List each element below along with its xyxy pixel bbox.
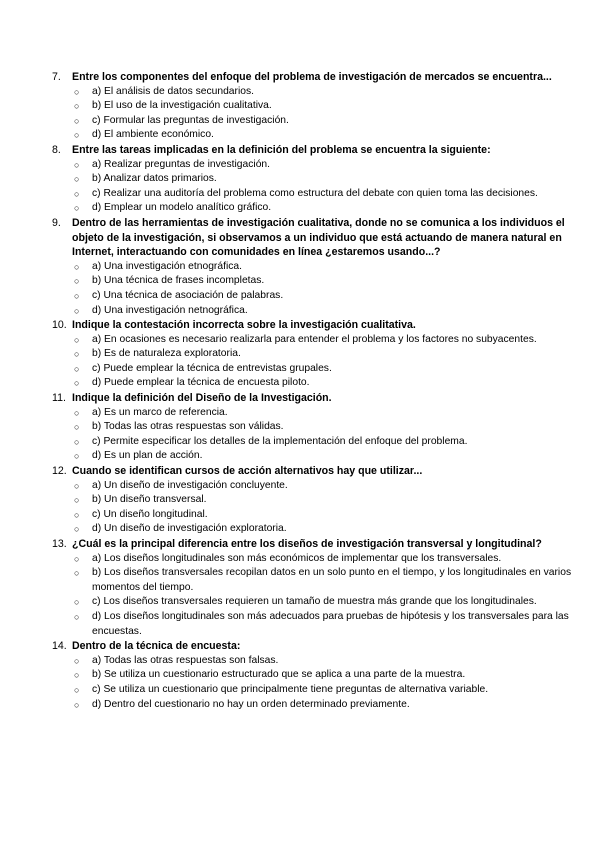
hollow-circle-bullet-icon: ○ [74, 670, 80, 681]
answer-option [52, 493, 580, 508]
hollow-circle-bullet-icon: ○ [74, 115, 80, 126]
hollow-circle-bullet-icon: ○ [74, 276, 80, 287]
answer-option-text: d) Emplear un modelo analítico gráfico. [92, 202, 272, 214]
answer-option [52, 304, 580, 319]
hollow-circle-bullet-icon: ○ [74, 597, 80, 608]
answer-option [52, 201, 580, 216]
question-heading [52, 70, 580, 85]
answer-option-text: a) El análisis de datos secundarios. [92, 85, 254, 97]
answer-option [52, 654, 580, 669]
hollow-circle-bullet-icon: ○ [74, 378, 80, 389]
answer-option-text: a) Realizar preguntas de investigación. [92, 158, 271, 170]
answer-options [52, 158, 580, 216]
question-text: Indique la contestación incorrecta sobre la investigación cualitativa. [72, 319, 416, 332]
hollow-circle-bullet-icon: ○ [74, 407, 80, 418]
answer-option-text: a) Una investigación etnográfica. [92, 260, 242, 272]
answer-option [52, 114, 580, 129]
answer-option [52, 420, 580, 435]
answer-option [52, 449, 580, 464]
question-text: Entre los componentes del enfoque del problema de investigación de mercados se encuentra... [72, 71, 552, 83]
answer-option [52, 683, 580, 698]
question-number: 12. [52, 465, 67, 478]
answer-option [52, 187, 580, 202]
answer-option-text: a) Un diseño de investigación concluyente. [92, 479, 288, 491]
answer-option-text: d) Un diseño de investigación exploratoria. [92, 523, 287, 535]
answer-option-text: a) En ocasiones es necesario realizarla para entender el problema y los factores no subyacentes. [92, 333, 537, 345]
answer-option-text: b) Los diseños transversales recopilan datos en un solo punto en el tiempo, y los longitudinales en varios momentos del tiempo. [92, 567, 572, 593]
answer-option-text: c) Permite especificar los detalles de la implementación del enfoque del problema. [92, 435, 468, 447]
answer-option [52, 99, 580, 114]
question-heading [52, 464, 580, 479]
hollow-circle-bullet-icon: ○ [74, 684, 80, 695]
answer-option-text: d) Es un plan de acción. [92, 450, 203, 462]
hollow-circle-bullet-icon: ○ [74, 363, 80, 374]
question-text: Dentro de las herramientas de investigación cualitativa, donde no se comunica a los individuos el objeto de la investigación, si observamos a un individuo que está actuando de manera natural en Internet, interactuando con comunidades en línea ¿estaremos usando...? [72, 216, 565, 259]
hollow-circle-bullet-icon: ○ [74, 553, 80, 564]
question-number: 10. [52, 319, 67, 332]
question-number: 9. [52, 216, 61, 229]
answer-option [52, 274, 580, 289]
hollow-circle-bullet-icon: ○ [74, 188, 80, 199]
hollow-circle-bullet-icon: ○ [74, 655, 80, 666]
answer-options [52, 260, 580, 318]
answer-option-text: d) Puede emplear la técnica de encuesta piloto. [92, 377, 310, 389]
answer-option-text: b) Una técnica de frases incompletas. [92, 275, 265, 287]
question-heading [52, 318, 580, 333]
answer-options [52, 479, 580, 537]
hollow-circle-bullet-icon: ○ [74, 495, 80, 506]
question-heading [52, 143, 580, 158]
question-text: Indique la definición del Diseño de la Investigación. [72, 392, 332, 405]
answer-option-text: c) Los diseños transversales requieren un tamaño de muestra más grande que los longitudinales. [92, 596, 537, 608]
hollow-circle-bullet-icon: ○ [74, 86, 80, 97]
answer-option-text: c) Se utiliza un cuestionario que principalmente tiene preguntas de alternativa variable. [92, 683, 489, 695]
hollow-circle-bullet-icon: ○ [74, 611, 80, 622]
question-14 [52, 639, 580, 712]
hollow-circle-bullet-icon: ○ [74, 130, 80, 141]
question-7 [52, 70, 580, 143]
question-13 [52, 537, 580, 639]
hollow-circle-bullet-icon: ○ [74, 568, 80, 579]
answer-option [52, 128, 580, 143]
answer-option [52, 610, 580, 639]
answer-options [52, 654, 580, 712]
answer-option-text: b) Un diseño transversal. [92, 494, 207, 506]
answer-option [52, 376, 580, 391]
question-heading [52, 537, 580, 552]
hollow-circle-bullet-icon: ○ [74, 480, 80, 491]
answer-option [52, 698, 580, 713]
question-number: 13. [52, 538, 67, 550]
answer-option [52, 508, 580, 523]
answer-option [52, 552, 580, 567]
answer-option-text: a) Es un marco de referencia. [92, 406, 228, 418]
question-8 [52, 143, 580, 216]
answer-option-text: c) Puede emplear la técnica de entrevistas grupales. [92, 362, 332, 374]
question-text: ¿Cuál es la principal diferencia entre los diseños de investigación transversal y longitudinal? [72, 538, 542, 550]
hollow-circle-bullet-icon: ○ [74, 422, 80, 433]
question-text: Entre las tareas implicadas en la definición del problema se encuentra la siguiente: [72, 143, 491, 156]
answer-options [52, 85, 580, 143]
answer-option-text: d) Dentro del cuestionario no hay un orden determinado previamente. [92, 698, 410, 710]
answer-option-text: d) El ambiente económico. [92, 129, 214, 141]
answer-options [52, 333, 580, 391]
answer-option-text: d) Una investigación netnográfica. [92, 304, 248, 316]
answer-option-text: b) Se utiliza un cuestionario estructurado que se aplica a una parte de la muestra. [92, 669, 466, 681]
question-number: 14. [52, 640, 67, 653]
question-heading [52, 639, 580, 654]
answer-option [52, 668, 580, 683]
answer-options [52, 406, 580, 464]
question-10 [52, 318, 580, 391]
answer-option [52, 566, 580, 595]
answer-option [52, 260, 580, 275]
question-9 [52, 216, 580, 318]
question-number: 8. [52, 143, 61, 156]
answer-option-text: d) Los diseños longitudinales son más adecuados para pruebas de hipótesis y los transversales para las encuestas. [92, 610, 569, 637]
hollow-circle-bullet-icon: ○ [74, 699, 80, 710]
answer-option [52, 479, 580, 494]
hollow-circle-bullet-icon: ○ [74, 290, 80, 301]
question-11 [52, 391, 580, 464]
question-heading [52, 216, 580, 260]
answer-option-text: b) Es de naturaleza exploratoria. [92, 348, 241, 360]
answer-option [52, 333, 580, 348]
hollow-circle-bullet-icon: ○ [74, 451, 80, 462]
hollow-circle-bullet-icon: ○ [74, 349, 80, 360]
hollow-circle-bullet-icon: ○ [74, 334, 80, 345]
question-text: Dentro de la técnica de encuesta: [72, 640, 241, 653]
answer-option-text: b) Todas las otras respuestas son válidas. [92, 421, 284, 433]
hollow-circle-bullet-icon: ○ [74, 436, 80, 447]
answer-option-text: c) Formular las preguntas de investigación. [92, 114, 289, 126]
answer-option [52, 158, 580, 173]
question-heading [52, 391, 580, 406]
question-number: 11. [52, 392, 66, 405]
answer-option [52, 522, 580, 537]
hollow-circle-bullet-icon: ○ [74, 509, 80, 520]
answer-option [52, 435, 580, 450]
answer-option-text: a) Todas las otras respuestas son falsas. [92, 654, 279, 666]
answer-option-text: c) Realizar una auditoría del problema como estructura del debate con quien toma las decisiones. [92, 187, 538, 199]
answer-option [52, 347, 580, 362]
answer-option-text: c) Un diseño longitudinal. [92, 508, 208, 520]
hollow-circle-bullet-icon: ○ [74, 524, 80, 535]
hollow-circle-bullet-icon: ○ [74, 174, 80, 185]
answer-options [52, 552, 580, 640]
question-text: Cuando se identifican cursos de acción alternativos hay que utilizar... [72, 465, 423, 478]
answer-option-text: b) Analizar datos primarios. [92, 173, 217, 185]
answer-option [52, 595, 580, 610]
hollow-circle-bullet-icon: ○ [74, 203, 80, 214]
answer-option [52, 406, 580, 421]
answer-option-text: b) El uso de la investigación cualitativa. [92, 100, 272, 112]
answer-option [52, 85, 580, 100]
answer-option-text: c) Una técnica de asociación de palabras. [92, 289, 284, 301]
hollow-circle-bullet-icon: ○ [74, 305, 80, 316]
question-12 [52, 464, 580, 537]
answer-option [52, 289, 580, 304]
answer-option-text: a) Los diseños longitudinales son más económicos de implementar que los transversales. [92, 552, 502, 564]
answer-option [52, 362, 580, 377]
answer-option [52, 172, 580, 187]
hollow-circle-bullet-icon: ○ [74, 261, 80, 272]
hollow-circle-bullet-icon: ○ [74, 159, 80, 170]
hollow-circle-bullet-icon: ○ [74, 101, 80, 112]
question-number: 7. [52, 71, 61, 83]
